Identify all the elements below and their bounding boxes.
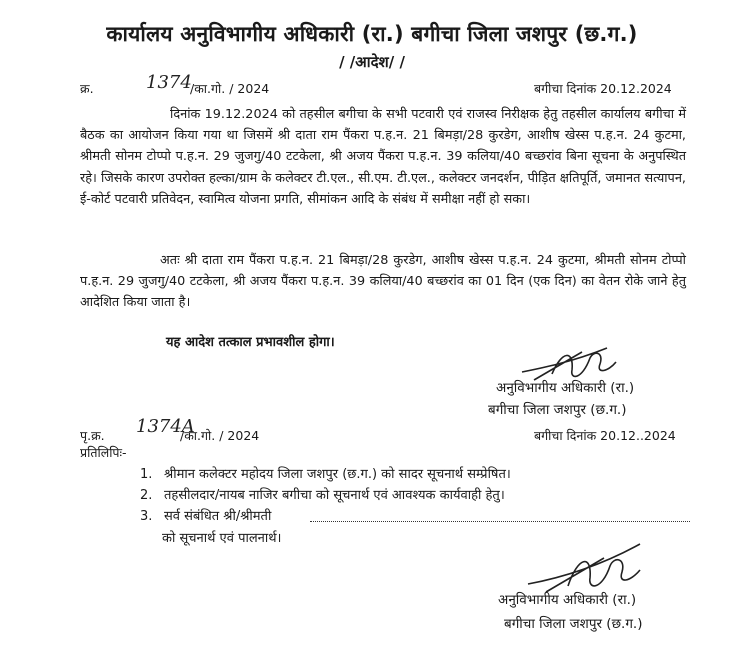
endorsement-place-date: बगीचा दिनांक 20.12..2024	[534, 428, 676, 443]
order-paragraph-1-text: दिनांक 19.12.2024 को तहसील बगीचा के सभी पटवारी एवं राजस्व निरीक्षक हेतु तहसील कार्यालय बगीचा में बैठक का आयोजन किया गया था जिसमें श्री दाता राम पैंकरा प.ह.न. 21 बिमड़ा/28 कुरडेग, आशीष खेस्स प.ह.न. 24 कुटमा, श्रीमती सोनम टोप्पो प.ह.न. 29 जुजगु/40 टटकेला, श्री अजय पैंकरा प.ह.न. 39 कलिया/40 बच्छरांव बिना सूचना के अनुपस्थित रहे। जिसके कारण उपरोक्त हल्का/ग्राम के कलेक्टर टी.एल., सी.एम. टी.एल., कलेक्टर जनदर्शन, पीड़ित क्षतिपूर्ति, जमानत सत्यापन, ई-कोर्ट पटवारी प्रतिवेदन, स्वामित्व योजना प्रगति, सीमांकन आदि के संबंध में समीक्षा नहीं हो सका।	[80, 107, 686, 207]
endorsement-number-handwritten: 1374A	[136, 416, 195, 437]
signature-2-designation: अनुविभागीय अधिकारी (रा.)	[498, 592, 637, 608]
endorsement-prefix: पृ.क्र.	[80, 428, 105, 443]
copy-list-item	[140, 485, 511, 506]
order-paragraph-1	[80, 104, 686, 210]
copy-item-text: श्रीमान कलेक्टर महोदय जिला जशपुर (छ.ग.) को सादर सूचनार्थ सम्प्रेषित।	[164, 467, 511, 482]
copy-item-text: सर्व संबंधित श्री/श्रीमती	[164, 509, 272, 524]
ref-number-handwritten: 1374	[146, 72, 192, 93]
effective-line: यह आदेश तत्काल प्रभावशील होगा।	[166, 335, 335, 350]
copy-list-item	[140, 506, 511, 527]
copy-item-number: 2.	[140, 488, 153, 503]
copy-list-item	[140, 464, 511, 485]
ref-place-date: बगीचा दिनांक 20.12.2024	[534, 81, 672, 96]
copy-item-number: 1.	[140, 467, 153, 482]
signature-2-location: बगीचा जिला जशपुर (छ.ग.)	[504, 616, 643, 632]
ref-prefix: क्र.	[80, 81, 94, 96]
order-paragraph-2	[80, 250, 686, 314]
order-heading: / /आदेश/ /	[339, 53, 405, 71]
copy-list	[140, 464, 511, 527]
ref-suffix: /का.गो. / 2024	[190, 81, 270, 96]
dotted-fill-line	[310, 520, 690, 522]
endorsement-suffix: /का.गो. / 2024	[180, 428, 260, 443]
signature-1-location: बगीचा जिला जशपुर (छ.ग.)	[488, 402, 627, 418]
copy-to-label: प्रतिलिपिः-	[80, 445, 127, 460]
copy-item-number: 3.	[140, 509, 153, 524]
order-paragraph-2-text: अतः श्री दाता राम पैंकरा प.ह.न. 21 बिमड़ा/28 कुरडेग, आशीष खेस्स प.ह.न. 24 कुटमा, श्रीमती सोनम टोप्पो प.ह.न. 29 जुजगु/40 टटकेला, श्री अजय पैंकरा प.ह.न. 39 कलिया/40 बच्छरांव का 01 दिन (एक दिन) का वेतन रोके जाने हेतु आदेशित किया जाता है।	[80, 253, 686, 311]
office-title: कार्यालय अनुविभागीय अधिकारी (रा.) बगीचा जिला जशपुर (छ.ग.)	[106, 22, 638, 46]
copy-item-text: तहसीलदार/नायब नाजिर बगीचा को सूचनार्थ एवं आवश्यक कार्यवाही हेतु।	[164, 488, 505, 503]
copy-item-3-continuation: को सूचनार्थ एवं पालनार्थ।	[162, 531, 282, 546]
signature-1-designation: अनुविभागीय अधिकारी (रा.)	[496, 380, 635, 396]
